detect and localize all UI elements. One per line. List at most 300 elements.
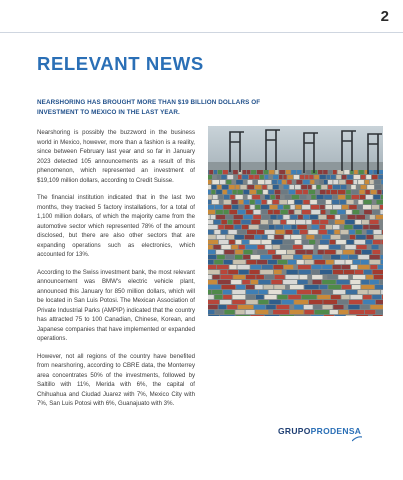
container-block <box>274 270 282 274</box>
container-block <box>366 175 371 179</box>
container-block <box>350 295 362 299</box>
container-block <box>299 275 307 279</box>
container-block <box>359 190 364 194</box>
container-block <box>221 220 227 224</box>
container-block <box>265 195 270 199</box>
container-block <box>346 290 357 294</box>
container-block <box>344 225 352 229</box>
container-block <box>223 295 232 299</box>
container-block <box>283 240 294 244</box>
container-block <box>255 200 261 204</box>
container-block <box>283 175 286 179</box>
container-block <box>208 180 212 184</box>
container-block <box>352 190 359 194</box>
container-block <box>374 230 382 234</box>
container-block <box>274 265 284 269</box>
container-block <box>282 255 293 259</box>
container-block <box>254 175 259 179</box>
container-block <box>315 260 326 264</box>
container-block <box>345 220 354 224</box>
container-block <box>370 265 377 269</box>
container-block <box>300 175 304 179</box>
container-block <box>353 275 365 279</box>
container-block <box>243 170 246 174</box>
container-block <box>312 265 322 269</box>
container-block <box>325 250 336 254</box>
container-block <box>238 210 246 214</box>
container-block <box>219 240 229 244</box>
container-block <box>345 260 352 264</box>
container-block <box>375 185 381 189</box>
container-block <box>280 200 288 204</box>
container-block <box>322 290 332 294</box>
container-block <box>317 185 321 189</box>
container-block <box>303 200 309 204</box>
container-block <box>295 185 301 189</box>
container-block <box>229 240 235 244</box>
container-block <box>355 270 363 274</box>
container-block <box>302 295 317 299</box>
container-block <box>354 180 358 184</box>
container-block <box>281 245 292 249</box>
container-block <box>300 230 308 234</box>
container-block <box>250 190 256 194</box>
container-block <box>273 175 278 179</box>
container-block <box>326 190 330 194</box>
container-block <box>268 250 275 254</box>
container-block <box>211 190 215 194</box>
container-block <box>208 245 213 249</box>
container-block <box>217 265 229 269</box>
container-block <box>237 265 249 269</box>
container-block <box>289 210 294 214</box>
container-block <box>232 205 238 209</box>
container-block <box>326 200 332 204</box>
container-block <box>347 175 353 179</box>
container-block <box>319 230 327 234</box>
container-block <box>209 170 213 174</box>
container-block <box>295 315 310 316</box>
container-block <box>250 270 260 274</box>
container-block <box>221 230 228 234</box>
container-block <box>353 210 360 214</box>
container-block <box>221 270 228 274</box>
container-block <box>317 195 324 199</box>
container-block <box>262 200 267 204</box>
container-block <box>354 170 358 174</box>
container-block <box>212 200 219 204</box>
container-block <box>328 285 341 289</box>
container-block <box>250 240 261 244</box>
container-block <box>224 250 234 254</box>
container-block <box>273 185 279 189</box>
container-block <box>312 220 319 224</box>
container-block <box>208 200 211 204</box>
container-block <box>235 250 243 254</box>
container-block <box>235 310 244 314</box>
container-block <box>341 235 349 239</box>
container-block <box>311 195 315 199</box>
container-block <box>303 190 308 194</box>
container-block <box>372 245 379 249</box>
paragraph-4: However, not all regions of the country have benefited from nearshoring, according to CBRE data, the Monterrey area concentrates 50% of the investments, followed by Saltillo with 11%, Merida with 6%, the capital of Chihuahua and Ciudad Juarez with 7%, Mexico City with 7%, San Luis Potosi with 6%, Guanajuato with 3%. <box>37 352 195 407</box>
container-block <box>373 240 381 244</box>
container-block <box>293 245 303 249</box>
container-block <box>362 220 369 224</box>
container-block <box>228 190 232 194</box>
container-block <box>217 175 221 179</box>
container-block <box>303 245 313 249</box>
container-block <box>208 280 217 284</box>
container-block <box>328 180 333 184</box>
container-block <box>242 225 248 229</box>
container-block <box>222 185 228 189</box>
container-block <box>212 290 222 294</box>
container-block <box>281 210 288 214</box>
container-block <box>296 190 303 194</box>
container-block <box>311 205 319 209</box>
container-block <box>320 285 328 289</box>
container-block <box>353 260 360 264</box>
container-block <box>245 205 250 209</box>
container-block <box>275 275 285 279</box>
container-block <box>356 230 362 234</box>
container-block <box>254 210 261 214</box>
container-block <box>303 180 309 184</box>
container-block <box>330 240 336 244</box>
container-block <box>358 200 363 204</box>
container-block <box>208 310 215 314</box>
container-block <box>224 200 231 204</box>
container-block <box>328 185 332 189</box>
container-block <box>314 175 319 179</box>
container-block <box>233 295 246 299</box>
container-block <box>248 195 252 199</box>
container-block <box>234 215 243 219</box>
container-block <box>214 260 223 264</box>
container-block <box>370 215 375 219</box>
container-block <box>260 175 264 179</box>
container-block <box>256 295 264 299</box>
container-block <box>360 305 369 309</box>
container-block <box>327 275 337 279</box>
container-block <box>246 210 253 214</box>
container-block <box>310 215 318 219</box>
container-block <box>275 235 284 239</box>
container-block <box>328 170 332 174</box>
container-block <box>329 245 340 249</box>
container-block <box>321 185 327 189</box>
container-block <box>233 190 237 194</box>
container-block <box>333 170 337 174</box>
container-block <box>335 220 345 224</box>
container-block <box>335 260 345 264</box>
container-block <box>370 225 380 229</box>
container-block <box>282 180 286 184</box>
container-block <box>311 315 323 316</box>
container-block <box>273 245 280 249</box>
container-block <box>289 190 295 194</box>
container-block <box>236 240 242 244</box>
container-block <box>339 180 345 184</box>
container-block <box>262 235 268 239</box>
container-block <box>299 270 311 274</box>
container-block <box>297 170 301 174</box>
container-block <box>297 290 311 294</box>
container-block <box>375 285 383 289</box>
container-block <box>358 290 368 294</box>
container-block <box>212 185 217 189</box>
container-block <box>221 275 233 279</box>
container-block <box>343 250 354 254</box>
container-block <box>208 285 221 289</box>
container-block <box>218 280 231 284</box>
container-block <box>211 215 216 219</box>
container-block <box>365 170 368 174</box>
container-block <box>258 180 264 184</box>
container-block <box>301 185 307 189</box>
paragraph-3: According to the Swiss investment bank, the most relevant announcement was BMW's electric vehicle plant, announced this January for 850 million dollars, which will be located in San Luis Potosi. The Mexican Association of Private Industrial Parks (AMPIP) indicated that the country has attracted 75 to 100 Canadian, Chinese, Korean, and Japanese companies that have implemented or expanded operations. <box>37 268 195 342</box>
container-block <box>381 195 383 199</box>
container-block <box>323 305 333 309</box>
container-block <box>242 280 250 284</box>
container-block <box>219 305 227 309</box>
container-block <box>233 260 245 264</box>
container-block <box>253 215 261 219</box>
container-block <box>284 205 290 209</box>
container-block <box>381 255 383 259</box>
container-block <box>265 180 271 184</box>
container-block <box>331 190 337 194</box>
container-block <box>355 250 361 254</box>
container-block <box>208 210 215 214</box>
container-block <box>208 230 214 234</box>
container-block <box>374 275 383 279</box>
container-block <box>276 250 286 254</box>
container-block <box>357 315 368 316</box>
container-block <box>361 280 369 284</box>
container-block <box>358 180 364 184</box>
container-block <box>217 185 221 189</box>
container-block <box>216 215 225 219</box>
container-block <box>323 170 327 174</box>
container-block <box>373 210 380 214</box>
container-block <box>312 225 319 229</box>
container-block <box>287 180 292 184</box>
container-block <box>331 295 341 299</box>
container-block <box>352 195 360 199</box>
container-block <box>287 270 298 274</box>
container-block <box>356 215 365 219</box>
container-block <box>277 215 282 219</box>
container-block <box>306 250 313 254</box>
container-block <box>305 260 314 264</box>
container-block <box>278 260 288 264</box>
container-block <box>233 275 245 279</box>
container-block <box>320 205 325 209</box>
paragraph-1: Nearshoring is possibly the buzzword in the business world in Mexico, however, more than a fashion is a reality, since between February last year and so far in January 2023 detected 105 announcements as a result of this phenomenon, which represented an investment of $19,109 million dollars, according to Credit Suisse. <box>37 129 195 184</box>
container-block <box>370 220 379 224</box>
container-block <box>349 205 357 209</box>
container-block <box>306 235 314 239</box>
container-block <box>287 250 295 254</box>
container-block <box>342 175 347 179</box>
container-block <box>353 225 362 229</box>
container-block <box>208 270 220 274</box>
container-block <box>321 210 326 214</box>
container-block <box>320 240 329 244</box>
container-block <box>283 280 297 284</box>
container-block <box>364 210 372 214</box>
container-block <box>277 295 287 299</box>
container-block <box>228 230 236 234</box>
container-block <box>235 255 242 259</box>
container-block <box>351 185 356 189</box>
container-block <box>261 210 267 214</box>
container-block <box>208 235 216 239</box>
container-block <box>220 315 235 316</box>
container-block <box>270 205 278 209</box>
container-block <box>348 215 356 219</box>
container-block <box>215 295 223 299</box>
container-block <box>208 275 212 279</box>
container-block <box>320 175 326 179</box>
container-block <box>272 240 283 244</box>
container-block <box>379 170 383 174</box>
container-block <box>326 225 332 229</box>
container-block <box>300 195 307 199</box>
container-block <box>368 170 372 174</box>
container-block <box>208 225 218 229</box>
container-block <box>380 205 383 209</box>
container-block <box>240 185 246 189</box>
container-block <box>226 180 231 184</box>
container-block <box>238 190 243 194</box>
page-number: 2 <box>380 8 389 25</box>
container-block <box>309 300 323 304</box>
container-block <box>310 200 317 204</box>
container-block <box>290 310 304 314</box>
container-block <box>331 255 340 259</box>
container-block <box>377 190 381 194</box>
container-block <box>283 215 289 219</box>
container-block <box>338 210 346 214</box>
container-block <box>324 315 334 316</box>
container-block <box>280 315 294 316</box>
container-block <box>338 275 348 279</box>
container-block <box>380 210 383 214</box>
container-block <box>349 300 363 304</box>
container-block <box>265 275 274 279</box>
container-block <box>233 220 240 224</box>
container-block <box>259 225 268 229</box>
container-block <box>243 255 250 259</box>
container-block <box>246 290 258 294</box>
container-block <box>218 170 222 174</box>
container-block <box>344 270 354 274</box>
container-block <box>312 185 316 189</box>
container-block <box>331 175 336 179</box>
container-block <box>362 250 372 254</box>
container-block <box>326 260 334 264</box>
container-block <box>363 205 371 209</box>
container-block <box>257 230 264 234</box>
container-block <box>361 260 369 264</box>
container-block <box>262 215 270 219</box>
container-block <box>259 300 269 304</box>
container-block <box>266 305 276 309</box>
container-block <box>246 275 256 279</box>
container-block <box>244 200 249 204</box>
container-block <box>342 205 348 209</box>
container-block <box>336 250 342 254</box>
container-block <box>257 190 262 194</box>
container-block <box>208 290 211 294</box>
container-block <box>236 285 245 289</box>
container-block <box>371 190 377 194</box>
container-block <box>346 190 351 194</box>
container-block <box>308 185 312 189</box>
container-block <box>208 175 212 179</box>
container-block <box>317 295 330 299</box>
container-block <box>244 215 253 219</box>
container-block <box>208 250 215 254</box>
container-block <box>355 220 361 224</box>
container-block <box>296 205 302 209</box>
container-block <box>223 190 227 194</box>
container-block <box>380 280 383 284</box>
container-block <box>318 170 323 174</box>
container-block <box>265 175 269 179</box>
container-block <box>278 180 282 184</box>
container-block <box>274 210 280 214</box>
container-block <box>366 195 373 199</box>
container-block <box>253 180 257 184</box>
container-block <box>224 310 234 314</box>
container-block <box>279 170 285 174</box>
container-block <box>372 295 381 299</box>
container-block <box>381 240 383 244</box>
container-block <box>229 265 236 269</box>
container-block <box>296 220 305 224</box>
container-block <box>208 195 212 199</box>
container-block <box>255 185 262 189</box>
container-block <box>275 170 278 174</box>
container-block <box>282 290 296 294</box>
container-block <box>350 235 355 239</box>
container-block <box>374 180 380 184</box>
container-block <box>246 310 255 314</box>
container-block <box>302 210 311 214</box>
container-block <box>275 225 283 229</box>
container-block <box>378 265 383 269</box>
container-block <box>208 240 218 244</box>
container-block <box>251 170 256 174</box>
container-block <box>365 180 369 184</box>
container-block <box>319 180 323 184</box>
container-block <box>255 310 268 314</box>
container-block <box>304 310 313 314</box>
container-block <box>236 185 240 189</box>
container-block <box>298 280 308 284</box>
container-block <box>208 315 219 316</box>
container-block <box>278 205 283 209</box>
container-block <box>265 295 277 299</box>
container-block <box>236 180 243 184</box>
container-block <box>352 285 361 289</box>
section-title: RELEVANT NEWS <box>37 53 204 74</box>
container-block <box>218 225 224 229</box>
